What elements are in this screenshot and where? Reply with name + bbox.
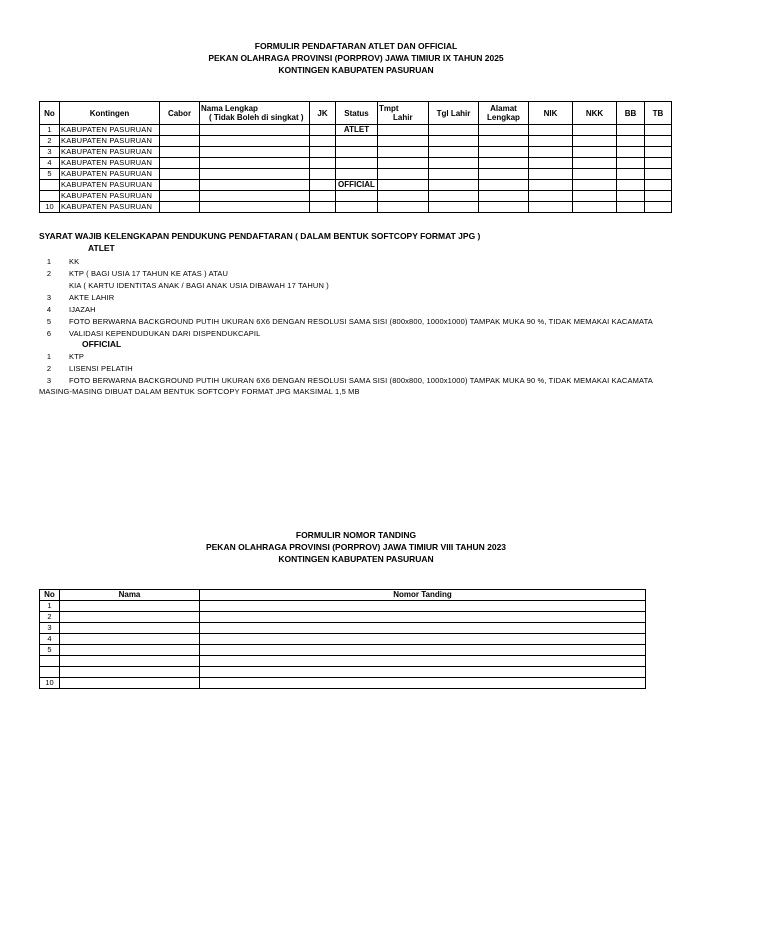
cell-kontingen: KABUPATEN PASURUAN (60, 180, 160, 191)
cell-tb[interactable] (645, 136, 672, 147)
table-row (40, 125, 672, 136)
table-row (40, 656, 646, 667)
table-row (40, 180, 672, 191)
form1-title (0, 40, 712, 76)
cell-tb[interactable] (645, 158, 672, 169)
cell-nama[interactable] (200, 136, 310, 147)
list-item-number: 6 (46, 329, 52, 338)
cell-kontingen: KABUPATEN PASURUAN (60, 191, 160, 202)
list-item-number: 4 (46, 305, 52, 314)
cell-kontingen: KABUPATEN PASURUAN (60, 202, 160, 213)
header-jk: JK (310, 102, 336, 125)
cell-cabor[interactable] (160, 147, 200, 158)
cell-nik[interactable] (529, 169, 573, 180)
list-item-text: AKTE LAHIR (69, 293, 115, 302)
table-header-row (40, 102, 672, 125)
header-nkk: NKK (573, 102, 617, 125)
cell-bb[interactable] (617, 202, 645, 213)
official-heading: OFFICIAL (82, 339, 122, 349)
cell-no: 2 (40, 136, 60, 147)
cell-nomor[interactable] (200, 612, 646, 623)
cell-nama[interactable] (200, 202, 310, 213)
cell-status[interactable] (336, 136, 378, 147)
cell-nik[interactable] (529, 202, 573, 213)
cell-nkk[interactable] (573, 158, 617, 169)
header-nik: NIK (529, 102, 573, 125)
cell-kontingen: KABUPATEN PASURUAN (60, 169, 160, 180)
list-item-number: 3 (46, 376, 52, 386)
cell-tmpt[interactable] (378, 169, 429, 180)
cell-nomor[interactable] (200, 623, 646, 634)
cell-nomor[interactable] (200, 601, 646, 612)
list-item-text: FOTO BERWARNA BACKGROUND PUTIH UKURAN 6X6 DENGAN RESOLUSI SAMA SISI (800x800, 1000x1000) TAMPAK MUKA 90 %, TIDAK MEMAKAI KACAMATA (69, 317, 653, 326)
requirements-heading: SYARAT WAJIB KELENGKAPAN PENDUKUNG PENDAFTARAN ( DALAM BENTUK SOFTCOPY FORMAT JPG ) (39, 231, 481, 241)
cell-nomor[interactable] (200, 634, 646, 645)
cell-alamat[interactable] (479, 125, 529, 136)
cell-tb[interactable] (645, 125, 672, 136)
list-item-text: IJAZAH (69, 305, 96, 314)
header-tempat-lahir (378, 102, 429, 125)
form1-title-line: KONTINGEN KABUPATEN PASURUAN (278, 65, 434, 75)
list-item-text: KTP (69, 352, 85, 361)
table-row (40, 202, 672, 213)
cell-nama[interactable] (200, 158, 310, 169)
cell-tmpt[interactable] (378, 136, 429, 147)
header-kontingen: Kontingen (60, 102, 160, 125)
cell-tgl[interactable] (429, 191, 479, 202)
header-nama-line2: ( Tidak Boleh di singkat ) (209, 113, 304, 122)
cell-tb[interactable] (645, 191, 672, 202)
cell-nik[interactable] (529, 147, 573, 158)
cell-no: 3 (40, 147, 60, 158)
cell-cabor[interactable] (160, 169, 200, 180)
header-no: No (40, 590, 60, 601)
table-row (40, 136, 672, 147)
cell-nama[interactable] (60, 623, 200, 634)
cell-nama[interactable] (200, 147, 310, 158)
cell-no (40, 667, 60, 678)
cell-nkk[interactable] (573, 147, 617, 158)
cell-status[interactable] (336, 202, 378, 213)
table-row (40, 612, 646, 623)
table-row (40, 158, 672, 169)
cell-tgl[interactable] (429, 180, 479, 191)
header-tmpt-line2: Lahir (393, 113, 413, 122)
cell-nama[interactable] (60, 656, 200, 667)
cell-nama[interactable] (60, 601, 200, 612)
cell-status[interactable] (336, 191, 378, 202)
header-cabor: Cabor (160, 102, 200, 125)
cell-bb[interactable] (617, 147, 645, 158)
cell-tgl[interactable] (429, 136, 479, 147)
requirements-footnote (39, 387, 360, 396)
cell-tmpt[interactable] (378, 202, 429, 213)
cell-bb[interactable] (617, 191, 645, 202)
cell-jk[interactable] (310, 202, 336, 213)
cell-tgl[interactable] (429, 169, 479, 180)
cell-tmpt[interactable] (378, 180, 429, 191)
cell-cabor[interactable] (160, 191, 200, 202)
cell-nik[interactable] (529, 191, 573, 202)
cell-tb[interactable] (645, 202, 672, 213)
table-header-row (40, 590, 646, 601)
cell-jk[interactable] (310, 125, 336, 136)
header-status: Status (336, 102, 378, 125)
cell-status[interactable] (336, 158, 378, 169)
cell-tmpt[interactable] (378, 191, 429, 202)
cell-nama[interactable] (60, 667, 200, 678)
cell-status[interactable] (336, 169, 378, 180)
table-row (40, 601, 646, 612)
cell-nama[interactable] (200, 125, 310, 136)
list-item-number: 1 (46, 257, 52, 266)
cell-no: 3 (40, 623, 60, 634)
header-nama: Nama (60, 590, 200, 601)
cell-cabor[interactable] (160, 125, 200, 136)
cell-nik[interactable] (529, 180, 573, 191)
cell-nama[interactable] (200, 169, 310, 180)
table-row (40, 634, 646, 645)
cell-alamat[interactable] (479, 136, 529, 147)
cell-no: 5 (40, 169, 60, 180)
header-bb: BB (617, 102, 645, 125)
cell-tgl[interactable] (429, 147, 479, 158)
cell-jk[interactable] (310, 180, 336, 191)
cell-no (40, 191, 60, 202)
cell-status[interactable] (336, 147, 378, 158)
cell-jk[interactable] (310, 169, 336, 180)
list-item-text: KTP ( BAGI USIA 17 TAHUN KE ATAS ) ATAU (69, 269, 229, 278)
cell-tgl[interactable] (429, 158, 479, 169)
list-item-text: FOTO BERWARNA BACKGROUND PUTIH UKURAN 6X6 DENGAN RESOLUSI SAMA SISI (800x800, 1000x1000) TAMPAK MUKA 90 %, TIDAK MEMAKAI KACAMATA (69, 376, 653, 386)
cell-status[interactable]: ATLET (336, 125, 378, 136)
list-item-text: LISENSI PELATIH (69, 364, 133, 374)
cell-nkk[interactable] (573, 169, 617, 180)
cell-cabor[interactable] (160, 158, 200, 169)
cell-no: 10 (40, 202, 60, 213)
cell-jk[interactable] (310, 191, 336, 202)
list-item-number: 1 (46, 352, 52, 361)
cell-bb[interactable] (617, 158, 645, 169)
cell-tb[interactable] (645, 169, 672, 180)
cell-nama[interactable] (200, 191, 310, 202)
header-nama-lengkap (200, 102, 310, 125)
cell-kontingen: KABUPATEN PASURUAN (60, 158, 160, 169)
cell-no: 1 (40, 125, 60, 136)
cell-alamat[interactable] (479, 147, 529, 158)
cell-nama[interactable] (60, 634, 200, 645)
cell-cabor[interactable] (160, 136, 200, 147)
header-tgl-lahir: Tgl Lahir (429, 102, 479, 125)
header-no: No (40, 102, 60, 125)
table-row (40, 191, 672, 202)
cell-no: 4 (40, 158, 60, 169)
cell-nkk[interactable] (573, 136, 617, 147)
cell-jk[interactable] (310, 136, 336, 147)
table-row (40, 169, 672, 180)
cell-bb[interactable] (617, 125, 645, 136)
list-item-text: VALIDASI KEPENDUDUKAN DARI DISPENDUKCAPIL (69, 329, 261, 338)
cell-alamat[interactable] (479, 191, 529, 202)
table-row (40, 678, 646, 689)
cell-nomor[interactable] (200, 678, 646, 689)
cell-nomor[interactable] (200, 656, 646, 667)
header-alamat-line1: Alamat (490, 104, 517, 113)
cell-tmpt[interactable] (378, 158, 429, 169)
header-nomor-tanding: Nomor Tanding (200, 590, 646, 601)
cell-no (40, 656, 60, 667)
cell-status[interactable]: OFFICIAL (336, 180, 378, 191)
table-row (40, 623, 646, 634)
form2-title-line: PEKAN OLAHRAGA PROVINSI (PORPROV) JAWA TIMIUR VIII TAHUN 2023 (205, 542, 507, 552)
cell-no: 5 (40, 645, 60, 656)
cell-no: 10 (40, 678, 60, 689)
cell-jk[interactable] (310, 147, 336, 158)
cell-no: 2 (40, 612, 60, 623)
table-row (40, 667, 646, 678)
list-item-number: 5 (46, 317, 52, 326)
cell-tgl[interactable] (429, 125, 479, 136)
cell-alamat[interactable] (479, 180, 529, 191)
cell-cabor[interactable] (160, 180, 200, 191)
header-tmpt-line1: Tmpt (379, 104, 399, 113)
cell-nama[interactable] (200, 180, 310, 191)
cell-bb[interactable] (617, 180, 645, 191)
cell-tb[interactable] (645, 147, 672, 158)
form2-title-line: KONTINGEN KABUPATEN PASURUAN (278, 554, 434, 564)
registration-table (39, 101, 672, 213)
cell-cabor[interactable] (160, 202, 200, 213)
footnote-text: MASING-MASING DIBUAT DALAM BENTUK SOFTCOPY FORMAT JPG MAKSIMAL 1,5 MB (39, 387, 360, 396)
list-item-text: KK (69, 257, 80, 266)
header-alamat (479, 102, 529, 125)
cell-nik[interactable] (529, 125, 573, 136)
cell-kontingen: KABUPATEN PASURUAN (60, 147, 160, 158)
form2-title (0, 529, 712, 565)
cell-nomor[interactable] (200, 645, 646, 656)
header-nama-line1: Nama Lengkap (201, 104, 258, 113)
list-item-number: 3 (46, 293, 52, 302)
header-alamat-line2: Lengkap (487, 113, 520, 122)
table-row (40, 147, 672, 158)
header-tb: TB (645, 102, 672, 125)
cell-no (40, 180, 60, 191)
form2-title-line: FORMULIR NOMOR TANDING (295, 530, 417, 540)
cell-alamat[interactable] (479, 158, 529, 169)
list-item-text: KIA ( KARTU IDENTITAS ANAK / BAGI ANAK USIA DIBAWAH 17 TAHUN ) (69, 281, 329, 290)
form1-title-line: FORMULIR PENDAFTARAN ATLET DAN OFFICIAL (254, 41, 458, 51)
form1-title-line: PEKAN OLAHRAGA PROVINSI (PORPROV) JAWA TIMIUR IX TAHUN 2025 (208, 53, 504, 63)
cell-kontingen: KABUPATEN PASURUAN (60, 136, 160, 147)
cell-tgl[interactable] (429, 202, 479, 213)
cell-nama[interactable] (60, 678, 200, 689)
cell-nkk[interactable] (573, 202, 617, 213)
cell-nkk[interactable] (573, 180, 617, 191)
list-item-number: 2 (46, 269, 52, 278)
list-item-number: 2 (46, 364, 52, 374)
cell-alamat[interactable] (479, 169, 529, 180)
cell-bb[interactable] (617, 136, 645, 147)
cell-kontingen: KABUPATEN PASURUAN (60, 125, 160, 136)
cell-nik[interactable] (529, 136, 573, 147)
cell-tb[interactable] (645, 180, 672, 191)
cell-bb[interactable] (617, 169, 645, 180)
cell-tmpt[interactable] (378, 147, 429, 158)
cell-nik[interactable] (529, 158, 573, 169)
cell-jk[interactable] (310, 158, 336, 169)
cell-nkk[interactable] (573, 191, 617, 202)
cell-nkk[interactable] (573, 125, 617, 136)
cell-nama[interactable] (60, 612, 200, 623)
atlet-heading: ATLET (88, 243, 115, 253)
cell-tmpt[interactable] (378, 125, 429, 136)
cell-alamat[interactable] (479, 202, 529, 213)
cell-no: 1 (40, 601, 60, 612)
table-row (40, 645, 646, 656)
cell-no: 4 (40, 634, 60, 645)
cell-nama[interactable] (60, 645, 200, 656)
nomor-tanding-table (39, 589, 646, 689)
cell-nomor[interactable] (200, 667, 646, 678)
